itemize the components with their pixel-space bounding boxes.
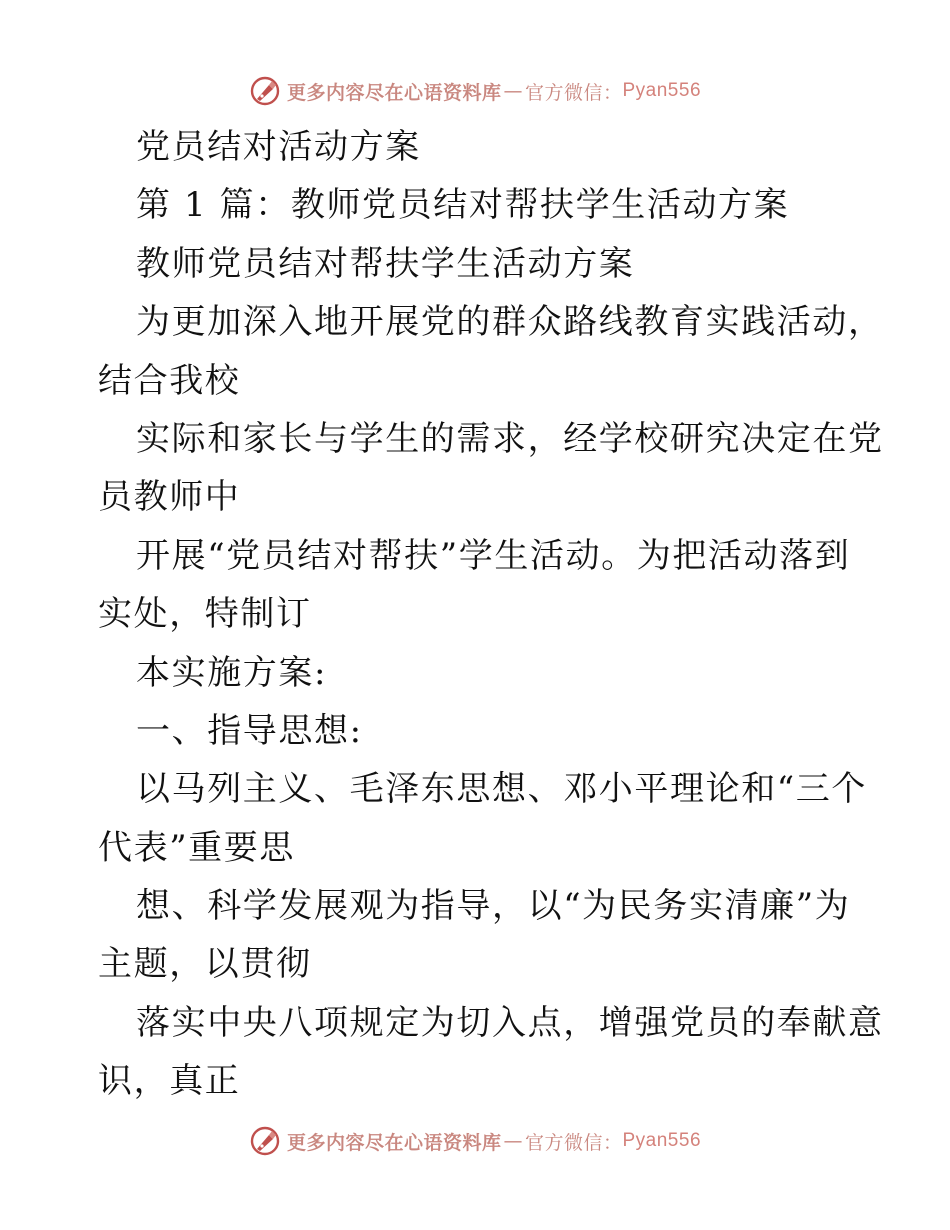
section-heading: 一、指导思想: [136,710,363,751]
paragraph-line: 员教师中 [98,477,241,518]
paragraph-line: 本实施方案: [136,652,328,693]
watermark-site: 更多内容尽在心语资料库 [286,81,502,104]
watermark-dash: — [503,1130,523,1152]
paragraph-line: 开展“党员结对帮扶”学生活动。为把活动落到 [136,535,851,576]
doc-title: 党员结对活动方案 [136,127,421,167]
paragraph-line: 实际和家长与学生的需求，经学校研究决定在党 [136,418,884,459]
watermark-label: 官方微信： [524,81,623,104]
section-title: 教师党员结对帮扶学生活动方案 [136,243,635,284]
chapter-heading: 第 1 篇：教师党员结对帮扶学生活动方案 [136,185,790,226]
paragraph-line: 代表”重要思 [98,827,295,868]
paragraph-line: 以马列主义、毛泽东思想、邓小平理论和“三个 [136,769,867,810]
paragraph-line: 为更加深入地开展党的群众路线教育实践活动， [136,302,884,343]
watermark-account: Pyan556 [622,80,702,101]
paragraph-line: 结合我校 [98,360,241,401]
paragraph-line: 落实中央八项规定为切入点，增强党员的奉献意 [136,1002,884,1043]
paragraph-line: 识，真正 [98,1061,241,1102]
document-body [98,118,884,1111]
header-watermark [0,74,950,108]
pen-nib-seal-icon [249,1125,281,1157]
footer-watermark [0,1124,950,1158]
watermark-label: 官方微信： [524,1131,623,1154]
watermark-dash: — [503,80,523,102]
pen-nib-seal-icon [249,75,281,107]
watermark-account: Pyan556 [622,1130,702,1151]
watermark-site: 更多内容尽在心语资料库 [286,1131,502,1154]
paragraph-line: 想、科学发展观为指导，以“为民务实清廉”为 [136,886,851,927]
paragraph-line: 主题，以贯彻 [98,944,312,985]
paragraph-line: 实处，特制订 [98,594,312,635]
